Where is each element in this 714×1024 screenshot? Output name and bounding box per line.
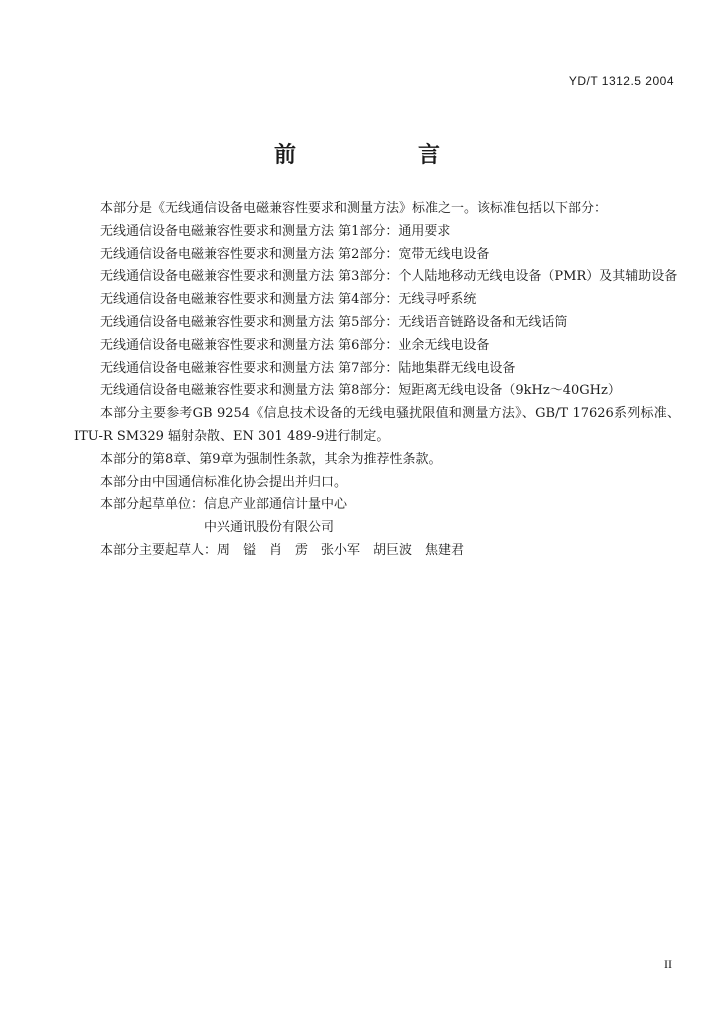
standard-code: YD/T 1312.5 2004 <box>568 74 674 88</box>
foreword-body <box>74 198 680 563</box>
page-number: II <box>664 957 672 971</box>
part-6-item: 无线通信设备电磁兼容性要求和测量方法 第6部分：业余无线电设备 <box>100 337 490 353</box>
part-1-item: 无线通信设备电磁兼容性要求和测量方法 第1部分：通用要求 <box>100 223 451 239</box>
intro-paragraph: 本部分是《无线通信设备电磁兼容性要求和测量方法》标准之一。该标准包括以下部分： <box>100 201 608 216</box>
part-5-item: 无线通信设备电磁兼容性要求和测量方法 第5部分：无线语音链路设备和无线话筒 <box>100 314 568 330</box>
part-2-item: 无线通信设备电磁兼容性要求和测量方法 第2部分：宽带无线电设备 <box>100 246 490 262</box>
drafters-paragraph: 本部分主要起草人：周 镒 肖 雳 张小军 胡巨波 焦建君 <box>100 542 465 558</box>
mandatory-clauses-paragraph: 本部分的第8章、第9章为强制性条款，其余为推荐性条款。 <box>100 451 442 467</box>
drafting-unit-second-line: 中兴通讯股份有限公司 <box>204 520 335 536</box>
references-paragraph: 本部分主要参考GB 9254《信息技术设备的无线电骚扰限值和测量方法》、GB/T 17626系列标准、ITU-R SM329 辐射杂散、EN 301 489-9进行制定。 <box>74 406 680 444</box>
part-7-item: 无线通信设备电磁兼容性要求和测量方法 第7部分：陆地集群无线电设备 <box>100 360 516 376</box>
part-4-item: 无线通信设备电磁兼容性要求和测量方法 第4部分：无线寻呼系统 <box>100 292 477 308</box>
part-8-item: 无线通信设备电磁兼容性要求和测量方法 第8部分：短距离无线电设备（9kHz～40GHz） <box>100 383 621 399</box>
part-3-item: 无线通信设备电磁兼容性要求和测量方法 第3部分：个人陆地移动无线电设备（PMR）及其辅助设备 <box>100 269 678 285</box>
drafting-unit-paragraph: 本部分起草单位：信息产业部通信计量中心 <box>100 497 348 513</box>
proposer-paragraph: 本部分由中国通信标准化协会提出并归口。 <box>100 474 348 490</box>
page-title: 前 言 <box>273 143 490 168</box>
